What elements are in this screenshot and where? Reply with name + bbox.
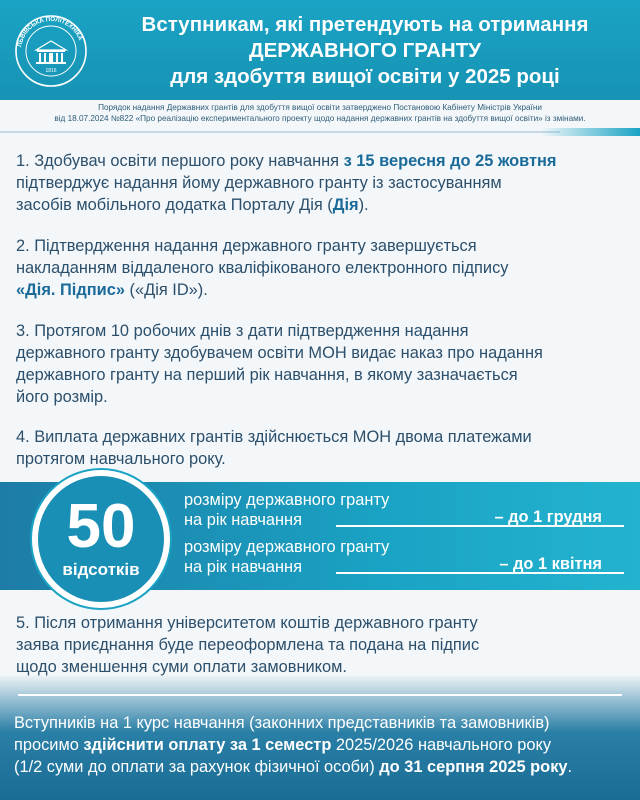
item-2 [16, 235, 630, 301]
payment-row-1 [184, 490, 624, 530]
item-2-line-3: («Дія ID»). [124, 281, 208, 299]
percent-unit: відсотків [62, 560, 140, 579]
footer-notice [14, 712, 630, 778]
item-4-line-1: 4. Виплата державних грантів здійснюється МОН двома платежами [16, 428, 532, 446]
legal-line-1: Порядок надання Державних грантів для здобуття вищої освіти затверджено Постановою Кабінету Міністрів України [98, 103, 542, 112]
item-2-line-2: накладанням віддаленого кваліфікованого електронного підпису [16, 259, 509, 277]
item-3-line-3: державного гранту на перший рік навчання, в якому зазначається [16, 366, 518, 384]
diia-signature-name: «Дія. Підпис» [16, 281, 125, 299]
university-logo-icon [14, 14, 88, 88]
footer-line-3: (1/2 суми до оплати за рахунок фізичної особи) [14, 758, 380, 776]
logo-year: 1816 [45, 68, 57, 74]
title-line-1: Вступникам, які претендують на отримання [141, 13, 589, 36]
item-1 [16, 150, 630, 216]
payment-row-1-text-2: на рік навчання [184, 511, 302, 529]
item-3-line-1: 3. Протягом 10 робочих днів з дати підтвердження надання [16, 322, 469, 340]
item-1-text: 1. Здобувач освіти першого року навчання [16, 152, 344, 170]
header-banner [0, 0, 640, 100]
item-3-line-2: державного гранту здобувачем освіти МОН видає наказ про надання [16, 344, 543, 362]
footer-payment-call: здійснити оплату за 1 семестр [83, 736, 332, 754]
page-title [100, 12, 630, 90]
item-1-line-3: засобів мобільного додатка Порталу Дія ( [16, 196, 333, 214]
item-5-line-1: 5. Після отримання університетом коштів державного гранту [16, 614, 478, 632]
footer-line-2-end: 2025/2026 навчального року [331, 736, 552, 754]
item-1-dates: з 15 вересня до 25 жовтня [343, 152, 557, 170]
payment-row-1-due: – до 1 грудня [494, 508, 602, 526]
legal-note [8, 103, 632, 124]
item-1-line-2: підтверджує надання йому державного гранту із застосуванням [16, 174, 502, 192]
footer-divider [18, 694, 622, 696]
item-5-line-2: заява приєднання буде переоформлена та подана на підпис [16, 636, 480, 654]
percent-badge [32, 470, 170, 608]
item-5 [16, 612, 630, 678]
payment-row-2 [184, 537, 624, 577]
footer-line-1: Вступників на 1 курс навчання (законних представників та замовників) [14, 714, 550, 732]
footer-line-2: просимо [14, 736, 84, 754]
item-3-line-4: його розмір. [16, 388, 108, 406]
item-4 [16, 426, 630, 470]
diia-app-name: Дія [332, 196, 359, 214]
item-4-line-2: протягом навчального року. [16, 450, 226, 468]
footer-line-3-end: . [567, 758, 573, 776]
footer-deadline: до 31 серпня 2025 року [379, 758, 568, 776]
percent-number: 50 [66, 492, 136, 561]
title-line-3: для здобуття вищої освіти у 2025 році [170, 65, 560, 88]
divider [0, 128, 640, 136]
payment-row-2-text-1: розміру державного гранту [184, 538, 390, 556]
payment-row-1-text-1: розміру державного гранту [184, 491, 390, 509]
title-line-2: ДЕРЖАВНОГО ГРАНТУ [249, 39, 481, 62]
payment-row-2-due: – до 1 квітня [499, 555, 602, 573]
item-5-line-3: щодо зменшення суми оплати замовником. [16, 658, 347, 676]
item-3 [16, 320, 630, 408]
item-1-line-3-end: ). [358, 196, 369, 214]
payment-row-2-text-2: на рік навчання [184, 558, 302, 576]
legal-line-2: від 18.07.2024 №822 «Про реалізацію експериментального проекту щодо надання державних грантів на здобуття вищої освіти» із змінами. [54, 113, 586, 123]
item-2-line-1: 2. Підтвердження надання державного гранту завершується [16, 237, 477, 255]
logo-ring-text: ЛЬВІВСЬКА ПОЛІТЕХНІКА [16, 15, 84, 48]
